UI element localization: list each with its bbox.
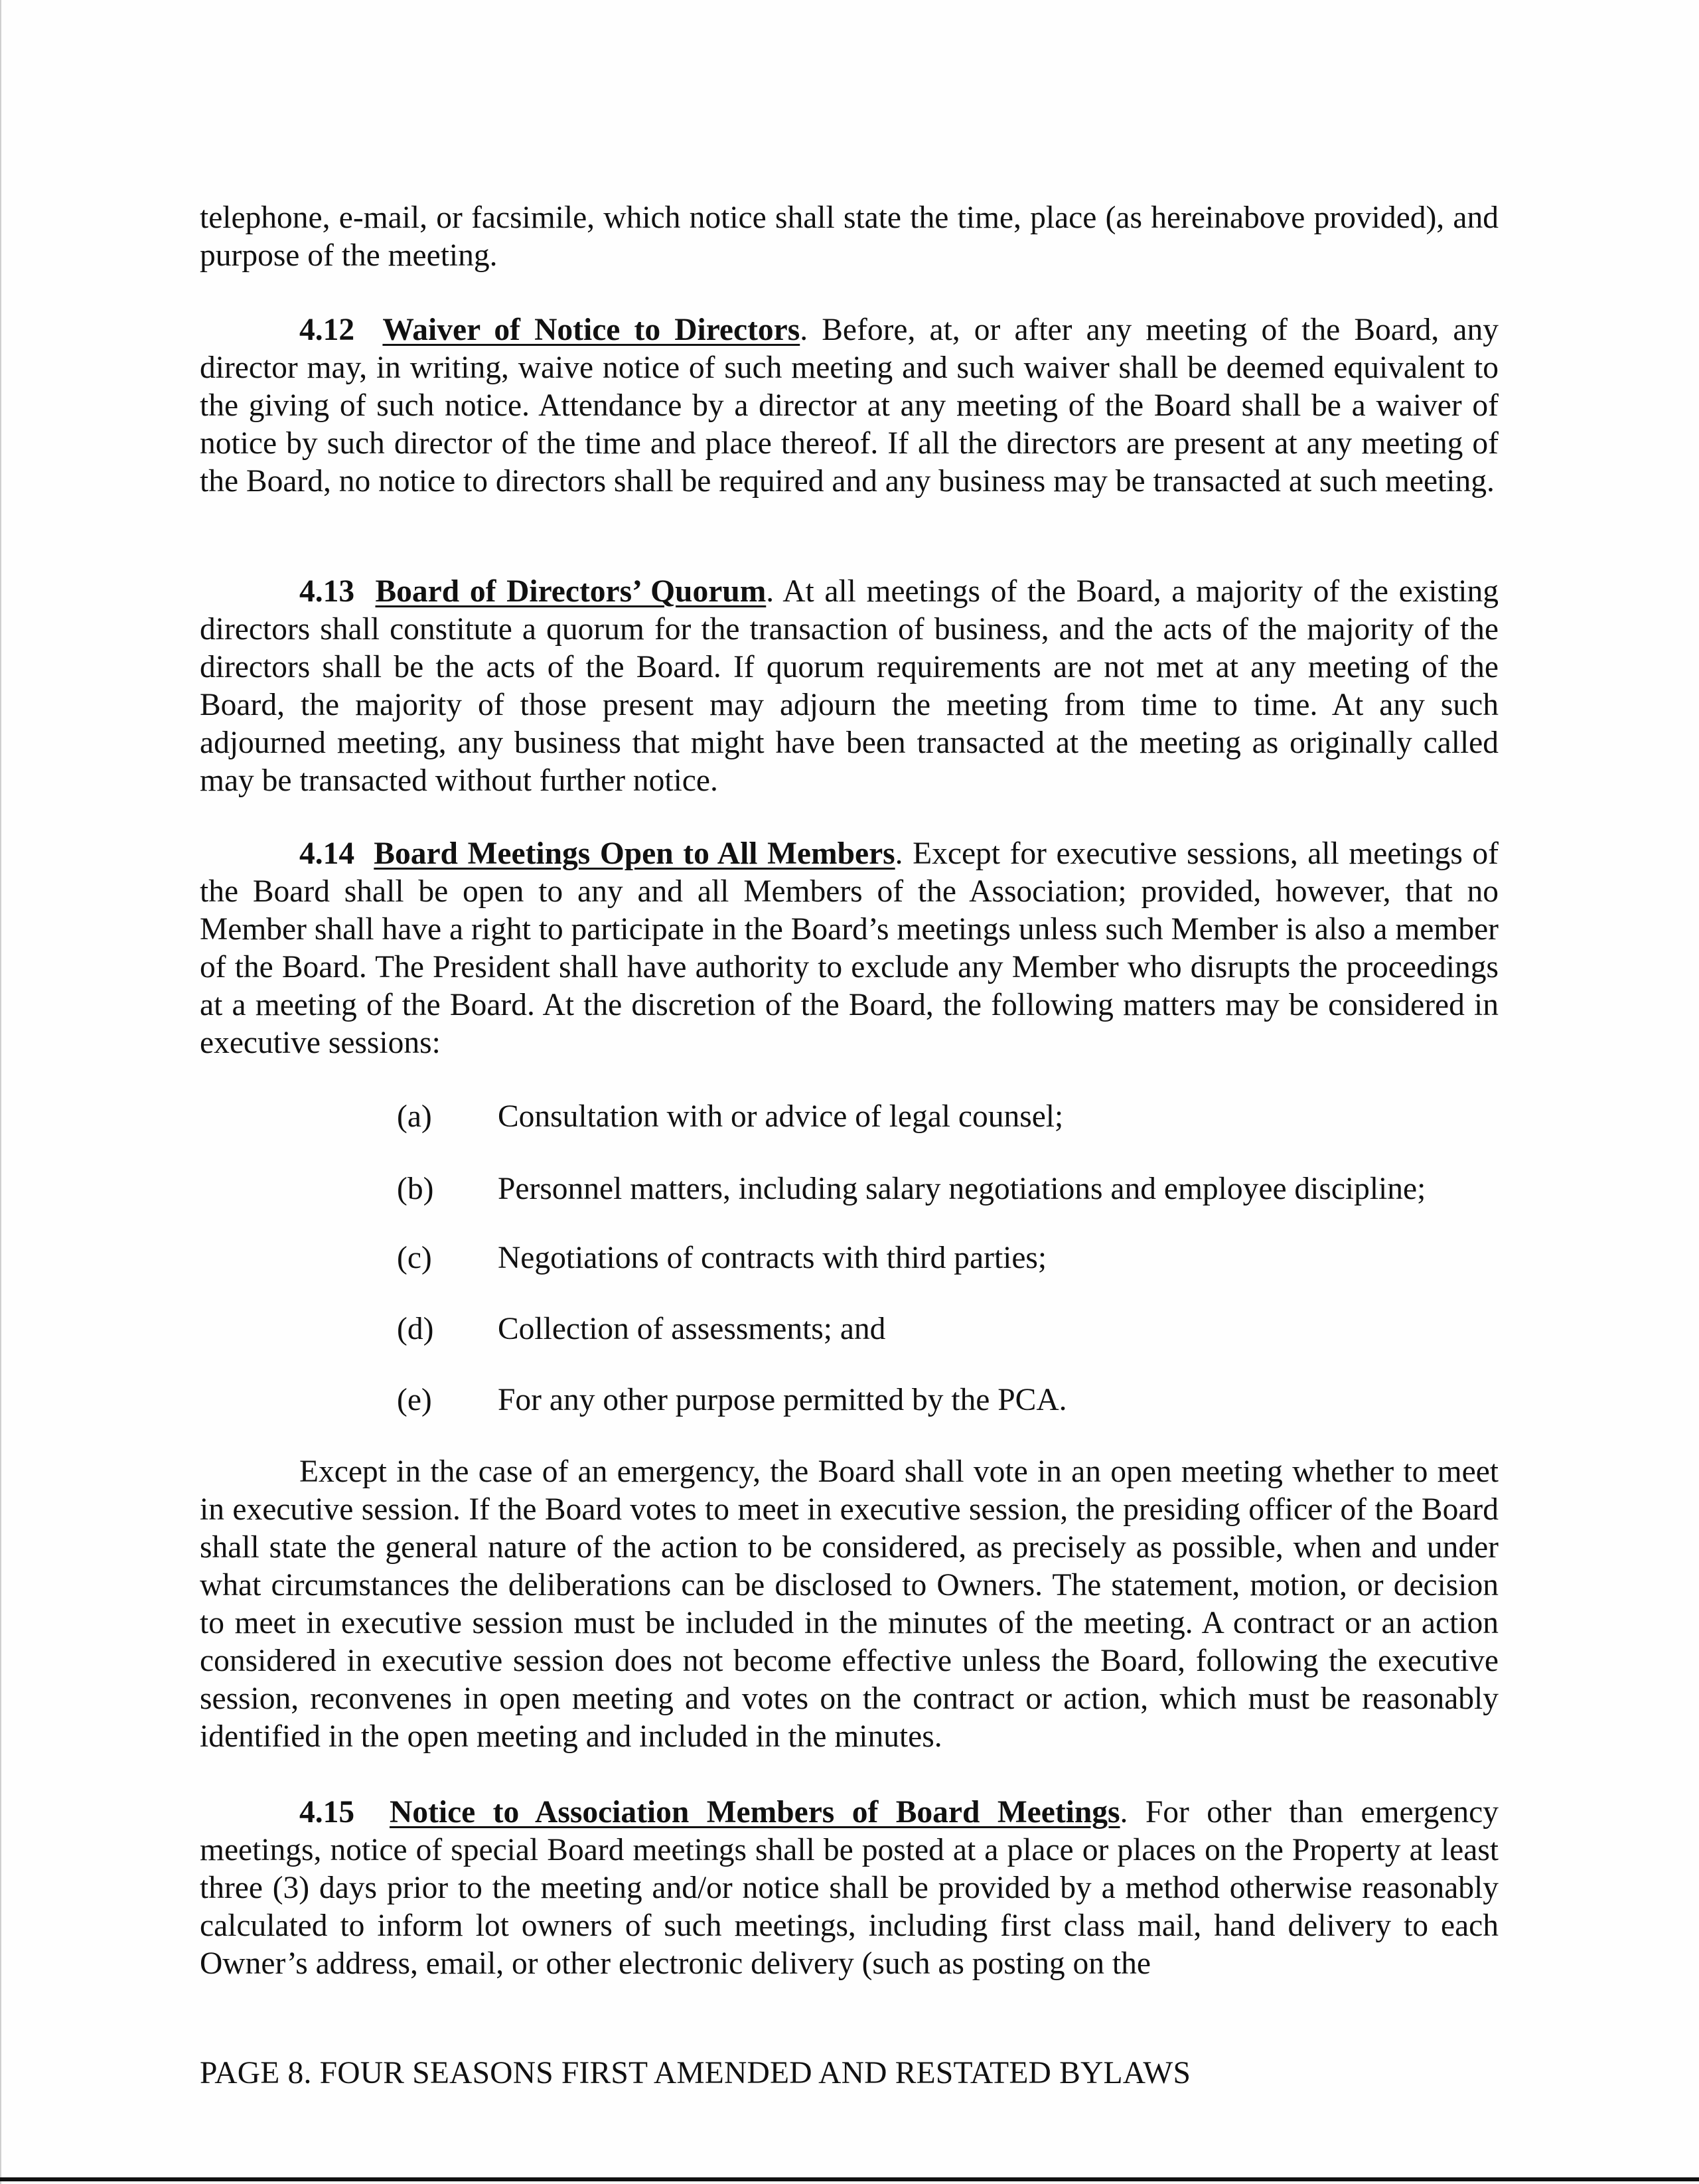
paragraph-continuation: telephone, e-mail, or facsimile, which notice shall state the time, place (as hereinabove provided), and purpose of the meeting. (200, 200, 1499, 273)
section-body: . For other than emergency meetings, notice of special Board meetings shall be posted at a place or places on the Property at least three (3) days prior to the meeting and/or notice shall be provided by a method otherwise reasonably calculated to inform lot owners of such meetings, including first class mail, hand delivery to each Owner’s address, email, or other electronic delivery (such as posting on the (200, 1795, 1499, 1981)
section-body: . Before, at, or after any meeting of the Board, any director may, in writing, waive notice of such meeting and such waiver shall be deemed equivalent to the giving of such notice. Attendance by a director at any meeting of the Board shall be a waiver of notice by such director of the time and place thereof. If all the directors are present at any meeting of the Board, no notice to directors shall be required and any business may be transacted at such meeting. (200, 313, 1499, 499)
list-item-label: (d) (397, 1312, 434, 1346)
list-item-text: For any other purpose permitted by the PCA. (498, 1383, 1067, 1417)
list-item-text: Consultation with or advice of legal counsel; (498, 1099, 1064, 1134)
section-4-14 (200, 835, 1499, 1062)
section-title: Notice to Association Members of Board Meetings (390, 1795, 1120, 1830)
list-item (397, 1170, 1499, 1208)
section-number: 4.12 (299, 313, 355, 347)
list-item-text: Negotiations of contracts with third parties; (498, 1241, 1047, 1275)
list-item (397, 1239, 1499, 1277)
section-title: Waiver of Notice to Directors (382, 313, 800, 347)
list-item (397, 1381, 1499, 1419)
list-item-label: (e) (397, 1383, 432, 1417)
section-body: . At all meetings of the Board, a majority of the existing directors shall constitute a quorum for the transaction of business, and the acts of the majority of the directors shall be the acts of the Board. If quorum requirements are not met at any meeting of the Board, the majority of those present may adjourn the meeting from time to time. At any such adjourned meeting, any business that might have been transacted at the meeting as originally called may be transacted without further notice. (200, 574, 1499, 798)
list-item-text: Personnel matters, including salary negotiations and employee discipline; (498, 1172, 1426, 1206)
section-4-13 (200, 573, 1499, 800)
list-item-label: (a) (397, 1099, 432, 1134)
list-item-text: Collection of assessments; and (498, 1312, 886, 1346)
list-item (397, 1098, 1499, 1136)
page-bottom-edge (0, 2177, 1699, 2181)
paragraph-executive-session: Except in the case of an emergency, the Board shall vote in an open meeting whether to meet in executive session. If the Board votes to meet in executive session, the presiding officer of the Board shall state the general nature of the action to be considered, as precisely as possible, when and under what circumstances the deliberations can be disclosed to Owners. The statement, motion, or decision to meet in executive session must be included in the minutes of the meeting. A contract or an action considered in executive session does not become effective unless the Board, following the executive session, reconvenes in open meeting and votes on the contract or action, which must be reasonably identified in the open meeting and included in the minutes. (200, 1454, 1499, 1754)
section-number: 4.13 (299, 574, 355, 609)
section-4-12 (200, 311, 1499, 501)
section-number: 4.14 (299, 836, 355, 871)
section-number: 4.15 (299, 1795, 355, 1830)
section-body: . Except for executive sessions, all meetings of the Board shall be open to any and all Members of the Association; provided, however, that no Member shall have a right to participate in the Board’s meetings unless such Member is also a member of the Board. The President shall have authority to exclude any Member who disrupts the proceedings at a meeting of the Board. At the discretion of the Board, the following matters may be considered in executive sessions: (200, 836, 1499, 1060)
list-item-label: (b) (397, 1172, 434, 1206)
section-title: Board Meetings Open to All Members (374, 836, 895, 871)
list-item (397, 1310, 1499, 1348)
scan-edge-line (0, 0, 1, 2184)
page-footer: PAGE 8. FOUR SEASONS FIRST AMENDED AND RESTATED BYLAWS (200, 2056, 1191, 2090)
list-item-label: (c) (397, 1241, 432, 1275)
section-4-15 (200, 1794, 1499, 1983)
section-title: Board of Directors’ Quorum (375, 574, 767, 609)
